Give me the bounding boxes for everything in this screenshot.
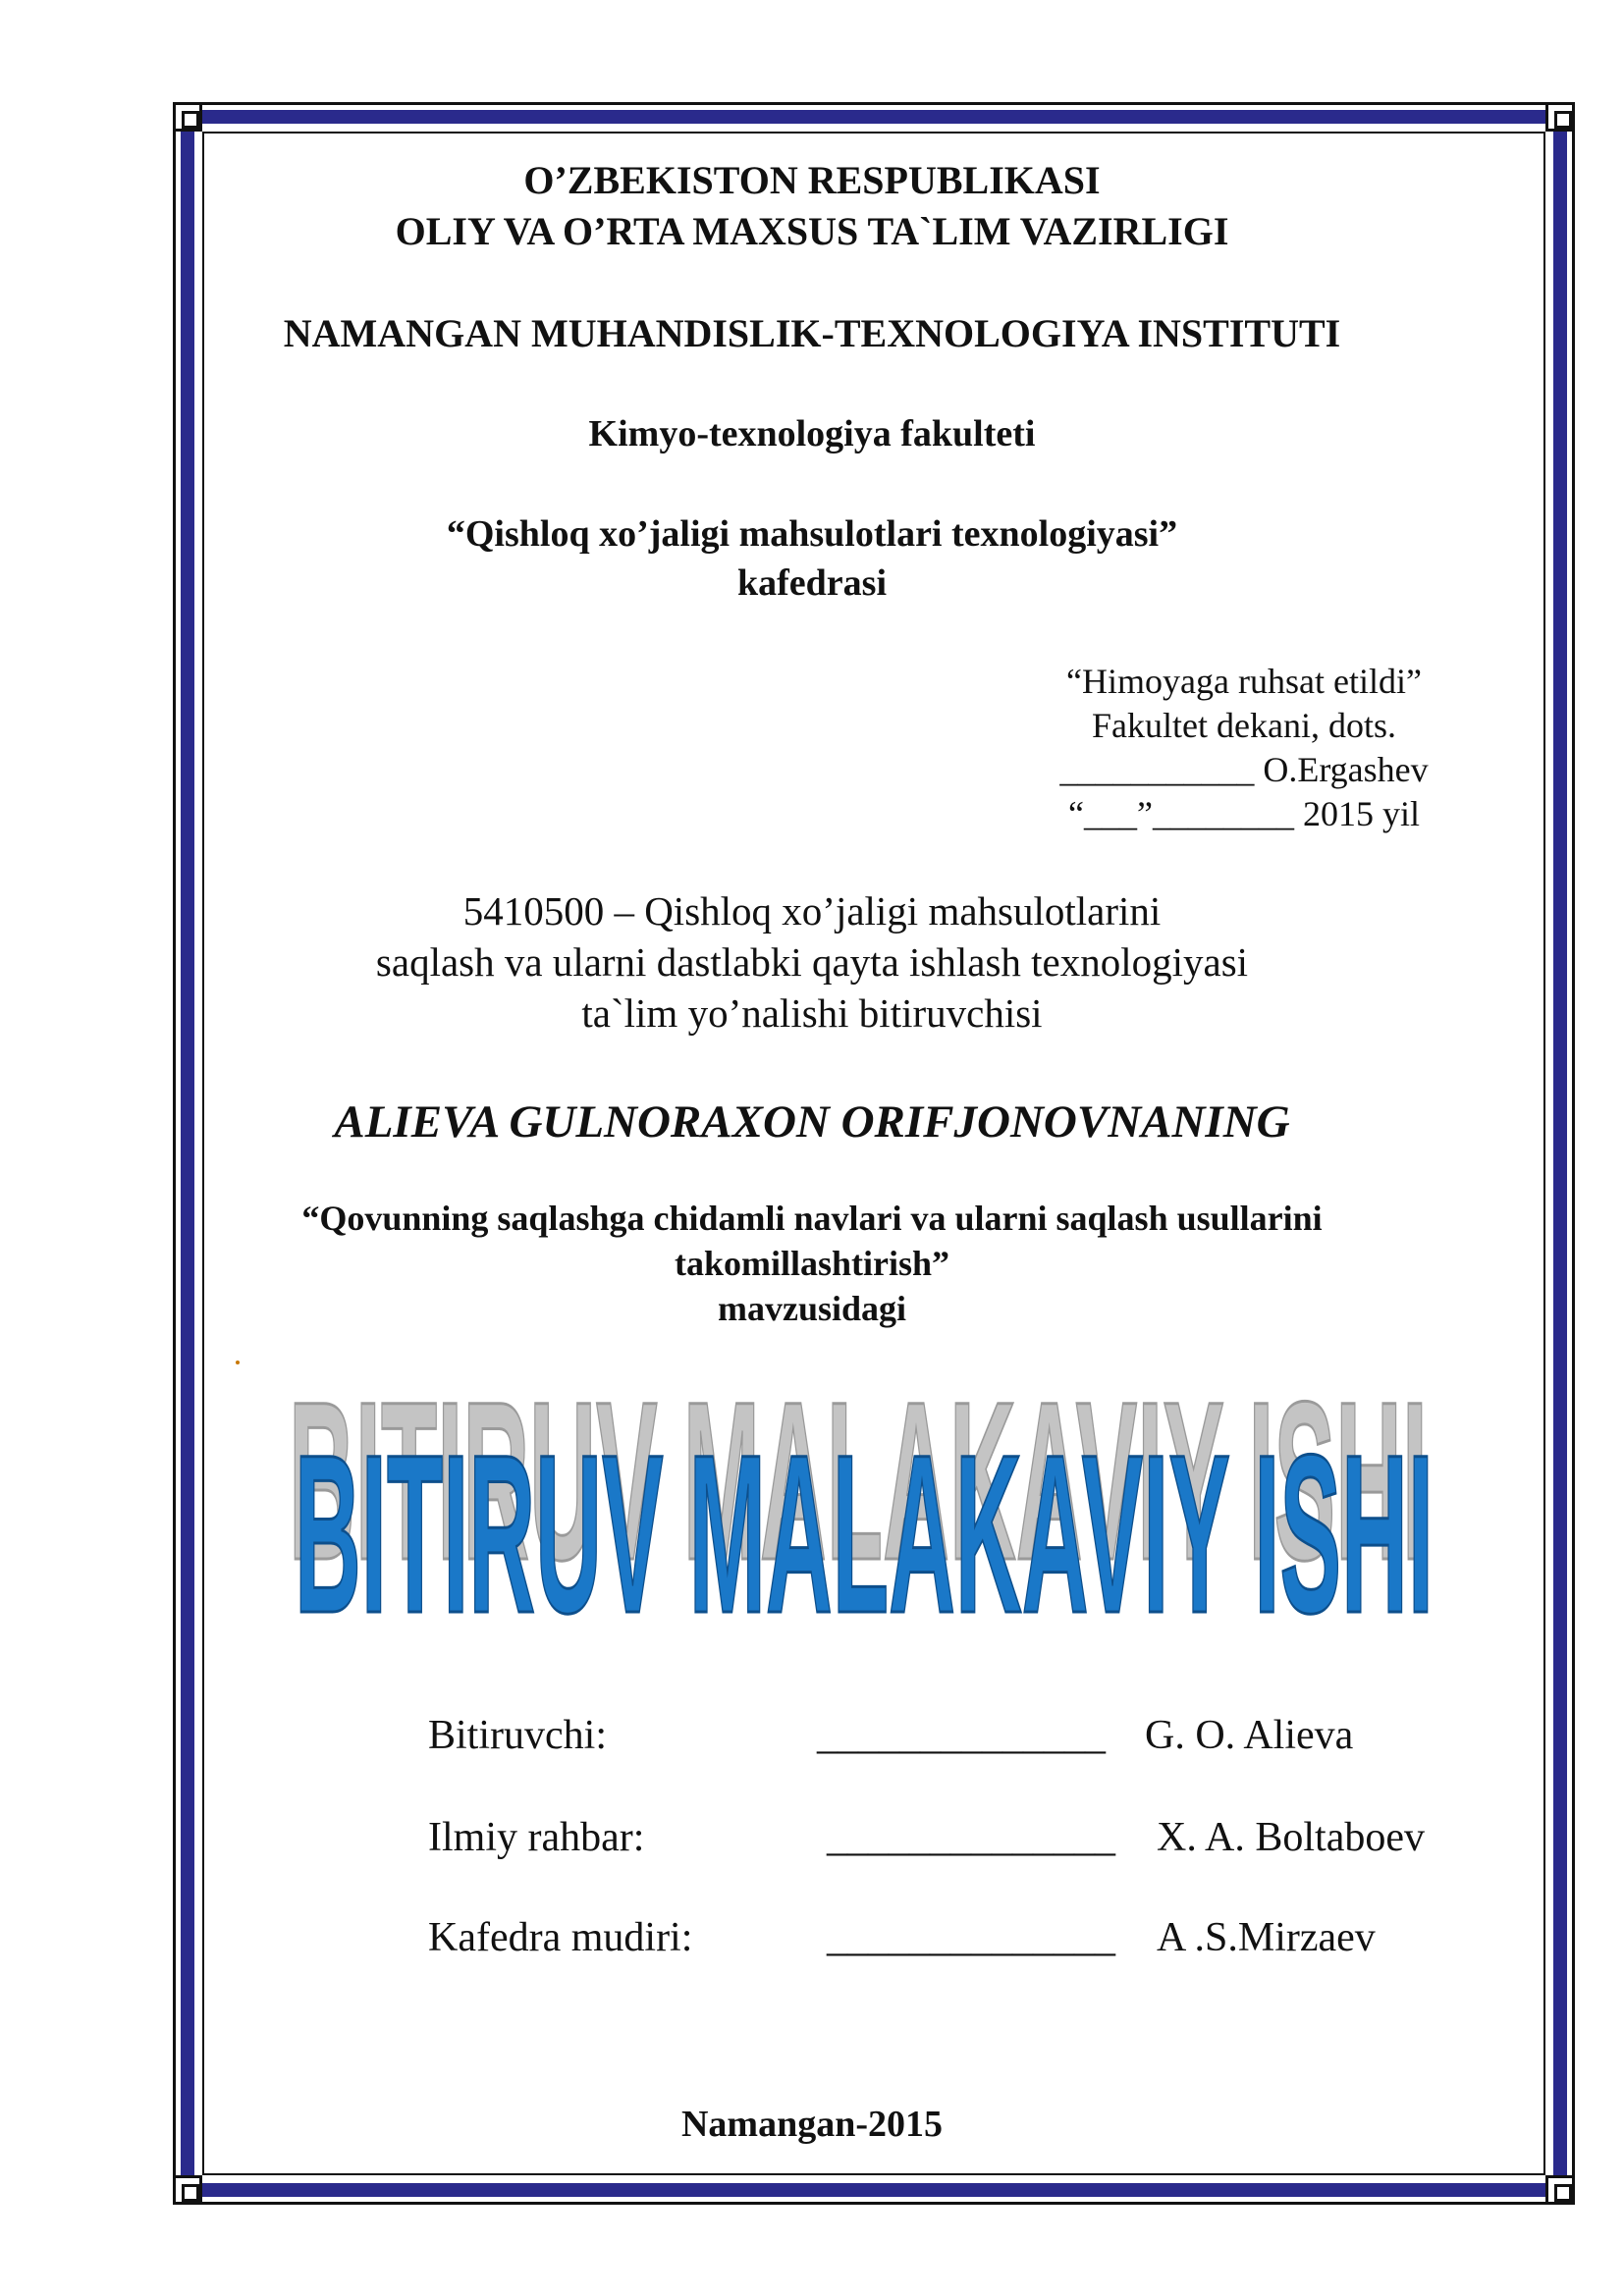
topic-line1: “Qovunning saqlashga chidamli navlari va ularni saqlash usullarini xyxy=(301,1199,1323,1238)
approval-line1: “Himoyaga ruhsat etildi” xyxy=(1066,662,1422,701)
wordart-title xyxy=(275,1345,1453,1639)
approval-line2: Fakultet dekani, dots. xyxy=(1092,706,1396,745)
approval-line3: ___________ O.Ergashev xyxy=(1059,750,1429,789)
signature-name: G. O. Alieva xyxy=(1145,1713,1354,1758)
topic-line3: mavzusidagi xyxy=(717,1289,907,1328)
student-name: ALIEVA GULNORAXON ORIFJONOVNANING xyxy=(334,1096,1290,1148)
specialty-line3: ta`lim yo’nalishi bitiruvchisi xyxy=(581,990,1043,1036)
specialty-line1: 5410500 – Qishloq xo’jaligi mahsulotlarini xyxy=(462,888,1162,934)
frame-corner-bottom-right xyxy=(1545,2175,1575,2205)
header-ministry: OLIY VA O’RTA MAXSUS TA`LIM VAZIRLIGI xyxy=(395,209,1229,253)
signature-role: Kafedra mudiri: xyxy=(428,1915,693,1960)
wordart-title-main: BITIRUV MALAKAVIY ISHI xyxy=(295,1408,1434,1639)
signature-row-department-head xyxy=(428,1914,1508,1963)
topic-line2: takomillashtirish” xyxy=(674,1244,950,1283)
approval-line4: “___”________ 2015 yil xyxy=(1068,794,1420,833)
signature-name: X. A. Boltaboev xyxy=(1157,1815,1425,1860)
header-institute: NAMANGAN MUHANDISLIK-TEXNOLOGIYA INSTITUTI xyxy=(283,311,1341,355)
approval-block xyxy=(1023,660,1465,836)
signature-blank: ______________ xyxy=(827,1915,1115,1960)
signature-blank: ______________ xyxy=(817,1713,1106,1758)
header-faculty: Kimyo-texnologiya fakulteti xyxy=(588,413,1036,454)
signature-row-supervisor xyxy=(428,1814,1508,1863)
wordart-title-shadow: BITIRUV MALAKAVIY ISHI xyxy=(289,1355,1428,1607)
signature-blank: ______________ xyxy=(827,1815,1115,1860)
stray-dot xyxy=(236,1361,240,1364)
header-republic: O’ZBEKISTON RESPUBLIKASI xyxy=(523,158,1101,202)
frame-corner-bottom-left xyxy=(173,2175,202,2205)
header-department-line2: kafedrasi xyxy=(737,562,887,604)
signature-role: Ilmiy rahbar: xyxy=(428,1815,645,1860)
frame-corner-top-left xyxy=(173,102,202,132)
signature-row-graduate xyxy=(428,1712,1508,1761)
frame-corner-top-right xyxy=(1545,102,1575,132)
signature-name: A .S.Mirzaev xyxy=(1157,1915,1376,1960)
signature-role: Bitiruvchi: xyxy=(428,1713,607,1758)
header-department-line1: “Qishloq xo’jaligi mahsulotlari texnologiyasi” xyxy=(446,513,1178,555)
specialty-line2: saqlash va ularni dastlabki qayta ishlash texnologiyasi xyxy=(375,939,1249,985)
footer-city-year: Namangan-2015 xyxy=(680,2104,944,2145)
